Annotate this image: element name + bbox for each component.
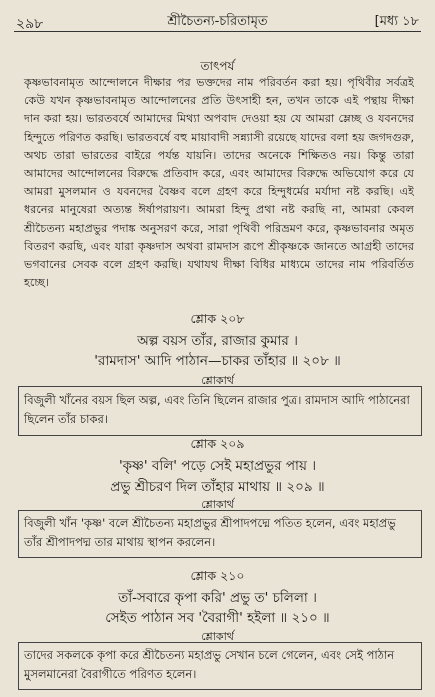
purport-heading: তাৎপর্য bbox=[200, 59, 235, 73]
translation-heading-210: শ্লোকার্থ bbox=[201, 630, 234, 643]
verse-line-210-1: তাঁ-সবারে কৃপা করি' প্রভু ত' চলিলা । bbox=[118, 590, 317, 606]
verse-heading-209: শ্লোক ২০৯ bbox=[190, 436, 245, 451]
page-header bbox=[0, 6, 435, 30]
running-title: শ্রীচৈতন্য-চরিতামৃত bbox=[167, 14, 268, 29]
translation-text-210: তাদের সকলকে কৃপা করে শ্রীচৈতন্য মহাপ্রভু সেখান চলে গেলেন, এবং সেই পাঠান মুসলমানেরা বৈরাগীতে পরিণত হলেন। bbox=[24, 648, 395, 681]
verse-line-208-2: 'রামদাস' আদি পাঠান—চাকর তাঁহার ॥ ২০৮ ॥ bbox=[94, 353, 341, 369]
verse-line-209-1: 'কৃষ্ণ' বলি' পড়ে সেই মহাপ্রভুর পায় । bbox=[118, 458, 317, 474]
translation-heading-208: শ্লোকার্থ bbox=[201, 374, 234, 387]
section-marker: [মধ্য ১৮ bbox=[374, 14, 419, 29]
translation-text-208: বিজুলী খাঁনের বয়স ছিল অল্প, এবং তিনি ছিলেন রাজার পুত্র। রামদাস আদি পাঠানেরা ছিলেন তাঁর চাকর। bbox=[24, 393, 410, 426]
verse-heading-208: শ্লোক ২০৮ bbox=[190, 311, 245, 326]
verse-line-210-2: সেইত পাঠান সব 'বৈরাগী' হইলা ॥ ২১০ ॥ bbox=[105, 610, 330, 626]
header-rule bbox=[14, 31, 421, 32]
translation-heading-209: শ্লোকার্থ bbox=[201, 498, 234, 511]
verse-heading-210: শ্লোক ২১০ bbox=[190, 568, 245, 583]
verse-line-208-1: অল্প বয়স তাঁর, রাজার কুমার । bbox=[137, 333, 298, 349]
verse-line-209-2: প্রভু শ্রীচরণ দিল তাঁহার মাথায় ॥ ২০৯ ॥ bbox=[110, 479, 325, 495]
page-number: ২৯৮ bbox=[16, 16, 44, 32]
purport-text: কৃষ্ণভাবনামৃত আন্দোলনে দীক্ষার পর ভক্তদের নাম পরিবর্তন করা হয়। পৃথিবীর সর্বত্রই কেউ যখন কৃষ্ণভাবনামৃত আন্দোলনের প্রতি উৎসাহী হন, তখন তাকে এই পন্থায় দীক্ষা দান করা হয়। ভারতবর্ষে আমাদের মিথ্যা অপবাদ দেওয়া হয় যে আমরা ম্লেচ্ছ ও যবনদের হিন্দুতে পরিণত করছি। ভারতবর্ষে বহু মায়াবাদী সন্ন্যাসী রয়েছে যাদের বলা হয় জগদগুরু, অথচ তারা ভারতের বাইরে পর্যন্ত যায়নি। তাদের অনেকে শিক্ষিতও নয়। কিন্তু তারা আমাদের আন্দোলনের বিরুদ্ধে প্রতিবাদ করে, এবং আমাদের বিরুদ্ধে অভিযোগ করে যে আমরা মুসলমান ও যবনদের বৈষ্ণব বলে গ্রহণ করে হিন্দুধর্মের মর্যাদা নষ্ট করছি। এই ধরনের মানুষেরা অত্যন্ত ঈর্ষাপরায়ণ। আমরা হিন্দু প্রথা নষ্ট করছি না, আমরা কেবল শ্রীচৈতন্য মহাপ্রভুর পদাঙ্ক অনুসরণ করে, সারা পৃথিবী পরিভ্রমণ করে, কৃষ্ণভাবনার অমৃত বিতরণ করছি, এবং যারা কৃষ্ণদাস অথবা রামদাস রূপে শ্রীকৃষ্ণকে জানতে আগ্রহী তাদের ভগবানের সেবক বলে গ্রহণ করছি। যথাযথ দীক্ষা বিধির মাধ্যমে তাদের নাম পরিবর্তিত হচ্ছে। bbox=[24, 76, 414, 290]
translation-text-209: বিজুলী খাঁন 'কৃষ্ণ' বলে শ্রীচৈতন্য মহাপ্রভুর শ্রীপাদপদ্মে পতিত হলেন, এবং মহাপ্রভু তাঁর শ্রীপাদপদ্ম তার মাথায় স্থাপন করলেন। bbox=[24, 516, 396, 549]
